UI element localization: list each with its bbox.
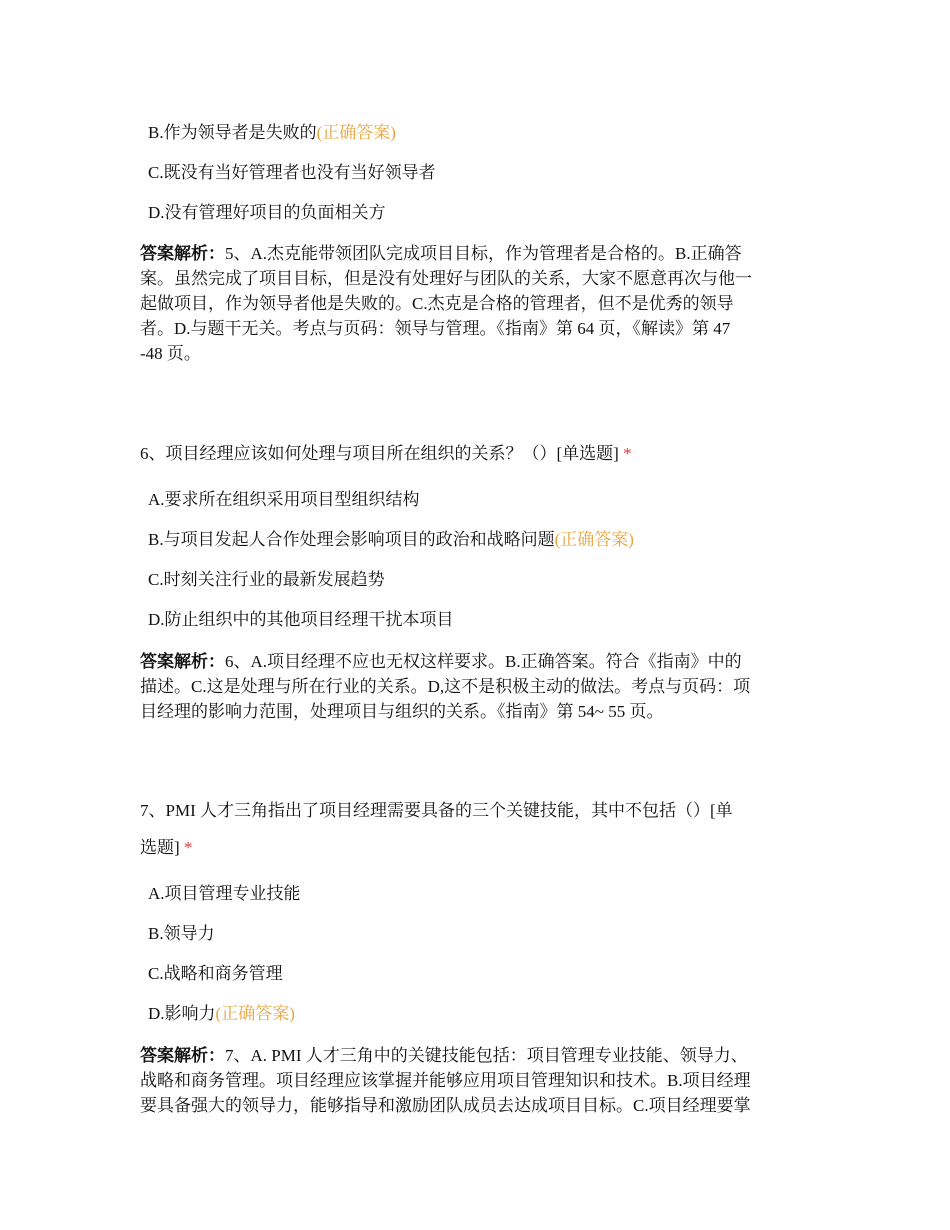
q5-explanation-line-2: 案。虽然完成了项目目标，但是没有处理好与团队的关系，大家不愿意再次与他一 xyxy=(140,269,752,288)
q7-explanation-line-3: 要具备强大的领导力，能够指导和激励团队成员去达成项目目标。C.项目经理要掌 xyxy=(140,1096,751,1115)
q5-explanation xyxy=(140,241,820,366)
correct-answer-tag: (正确答案) xyxy=(215,1004,295,1023)
q7-option-c[interactable] xyxy=(148,964,283,984)
explanation-label: 答案解析： xyxy=(140,652,225,671)
q5-explanation-line-1: 答案解析：5、A.杰克能带领团队完成项目目标，作为管理者是合格的。B.正确答 xyxy=(140,244,742,263)
correct-answer-tag: (正确答案) xyxy=(554,530,634,549)
explanation-label: 答案解析： xyxy=(140,1046,225,1065)
required-mark: * xyxy=(183,838,193,857)
q5-option-b[interactable] xyxy=(148,123,396,143)
q6-option-d[interactable] xyxy=(148,610,454,630)
q7-explanation xyxy=(140,1043,820,1118)
q5-explanation-line-4: 者。D.与题干无关。考点与页码：领导与管理。《指南》第 64 页，《解读》第 47 xyxy=(140,319,731,338)
q6-option-a[interactable] xyxy=(148,490,420,510)
q7-option-a[interactable] xyxy=(148,884,301,904)
q5-option-c[interactable] xyxy=(148,163,436,183)
q7-option-a-text: A.项目管理专业技能 xyxy=(148,884,301,903)
q5-option-c-text: C.既没有当好管理者也没有当好领导者 xyxy=(148,163,436,182)
q5-option-d-text: D.没有管理好项目的负面相关方 xyxy=(148,203,386,222)
q7-explanation-line-1: 答案解析：7、A. PMI 人才三角中的关键技能包括：项目管理专业技能、领导力、 xyxy=(140,1046,748,1065)
q7-option-b-text: B.领导力 xyxy=(148,924,215,943)
q7-option-d-text: D.影响力 xyxy=(148,1004,216,1023)
q6-option-c[interactable] xyxy=(148,570,385,590)
q5-explanation-line-3: 起做项目，作为领导者他是失败的。C.杰克是合格的管理者，但不是优秀的领导 xyxy=(140,294,734,313)
q6-explanation-line-3: 目经理的影响力范围，处理项目与组织的关系。《指南》第 54~ 55 页。 xyxy=(140,702,664,721)
q7-question-line-1: 7、PMI 人才三角指出了项目经理需要具备的三个关键技能，其中不包括（）[单 xyxy=(140,801,733,820)
q6-explanation-line-1: 答案解析：6、A.项目经理不应也无权这样要求。B.正确答案。符合《指南》中的 xyxy=(140,652,742,671)
q6-option-d-text: D.防止组织中的其他项目经理干扰本项目 xyxy=(148,610,454,629)
required-mark: * xyxy=(623,444,632,463)
q6-option-b-text: B.与项目发起人合作处理会影响项目的政治和战略问题 xyxy=(148,530,555,549)
q7-question-text: 选题] xyxy=(140,838,180,857)
q5-option-b-text: B.作为领导者是失败的 xyxy=(148,123,317,142)
q7-option-d[interactable] xyxy=(148,1004,295,1024)
q7-explanation-line-2: 战略和商务管理。项目经理应该掌握并能够应用项目管理知识和技术。B.项目经理 xyxy=(140,1071,751,1090)
q5-explanation-line-5: -48 页。 xyxy=(140,344,201,363)
q6-question xyxy=(140,444,632,464)
explanation-label: 答案解析： xyxy=(140,244,225,263)
q5-option-d[interactable] xyxy=(148,203,386,223)
q7-question-line-2 xyxy=(140,838,192,858)
q7-option-b[interactable] xyxy=(148,924,215,944)
q6-explanation xyxy=(140,649,820,724)
q7-option-c-text: C.战略和商务管理 xyxy=(148,964,283,983)
correct-answer-tag: (正确答案) xyxy=(316,123,396,142)
q6-explanation-line-2: 描述。C.这是处理与所在行业的关系。D,这不是积极主动的做法。考点与页码：项 xyxy=(140,677,751,696)
q6-option-c-text: C.时刻关注行业的最新发展趋势 xyxy=(148,570,385,589)
q6-option-a-text: A.要求所在组织采用项目型组织结构 xyxy=(148,490,420,509)
q6-question-text: 6、项目经理应该如何处理与项目所在组织的关系？（）[单选题] xyxy=(140,444,619,463)
q6-option-b[interactable] xyxy=(148,530,634,550)
